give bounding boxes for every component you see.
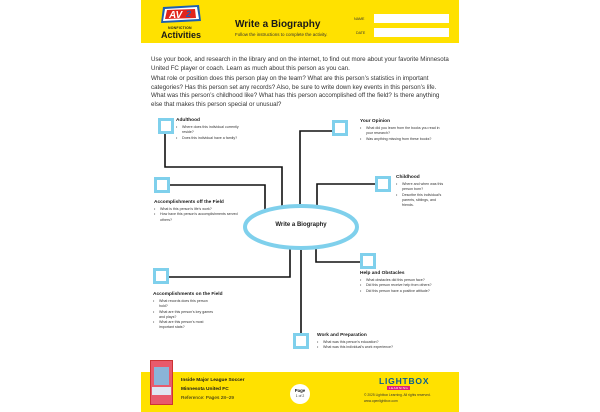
list-item: • Where does this individual currently reside? xyxy=(176,125,251,136)
page-label: Page xyxy=(294,388,306,393)
list-item: • Describe this individual’s parents, siblings, and friends. xyxy=(396,193,448,209)
worksheet-page xyxy=(141,0,459,412)
connector-help xyxy=(316,247,362,262)
lightbox-learning-tag: LEARNING xyxy=(389,386,409,390)
intro-paragraph-1: Use your book, and research in the library and on the internet, to find out more about your favorite Minnesota United FC player or coach. Learn as much about this person as you can. xyxy=(151,56,449,72)
your-opinion-title: Your Opinion xyxy=(360,119,391,124)
list-item: • Was anything missing from these books? xyxy=(360,137,440,142)
footer-reference: Reference: Pages 28–29 xyxy=(181,396,235,401)
website-link[interactable]: www.openlightbox.com xyxy=(364,399,398,403)
list-item: • What obstacles did this person face? xyxy=(360,278,450,283)
list-item: • What was this individual’s work experience? xyxy=(317,345,427,350)
svg-text:2: 2 xyxy=(186,9,192,19)
help-obstacles-list xyxy=(360,278,450,294)
footer-book-title: Minnesota United FC xyxy=(181,387,229,392)
list-item: • What did you learn from the books you read in your research? xyxy=(360,126,440,137)
acc-on-field-title: Accomplishments on the Field xyxy=(153,292,223,297)
connector-childhood xyxy=(317,184,377,209)
adulthood-list xyxy=(176,125,251,141)
page-number: 1 of 2 xyxy=(295,394,305,398)
acc-off-field-list xyxy=(154,207,239,223)
date-label: DATE xyxy=(356,31,366,35)
list-item: • Did this person receive help from others? xyxy=(360,283,450,288)
work-prep-checkbox[interactable] xyxy=(293,333,309,349)
your-opinion-list xyxy=(360,126,440,142)
list-item: • How have this person’s accomplishments served others? xyxy=(154,212,239,223)
logo-subtext: NONFICTION xyxy=(168,26,192,30)
childhood-checkbox[interactable] xyxy=(375,176,391,192)
childhood-list xyxy=(396,182,448,208)
list-item: • What are this person’s key games and plays? xyxy=(153,310,215,321)
work-prep-title: Work and Preparation xyxy=(317,333,367,338)
list-item: • What records does this person hold? xyxy=(153,299,215,310)
book-cover-image xyxy=(150,360,173,405)
page-subtitle: Follow the instructions to complete the activity. xyxy=(235,32,328,37)
adulthood-checkbox[interactable] xyxy=(158,118,174,134)
logo-activities-label: Activities xyxy=(160,30,202,40)
help-obstacles-title: Help and Obstacles xyxy=(360,271,405,276)
connector-acc-on-field xyxy=(167,247,290,277)
list-item: • What are this person’s most important stats? xyxy=(153,320,215,331)
copyright-text: © 2025 Lightbox Learning. All rights reserved. xyxy=(364,393,431,397)
acc-off-field-checkbox[interactable] xyxy=(154,177,170,193)
adulthood-title: Adulthood xyxy=(176,118,200,123)
svg-text:AV: AV xyxy=(169,10,183,21)
list-item: • What is this person’s life’s work? xyxy=(154,207,239,212)
lightbox-logo: LIGHTBOX xyxy=(379,376,430,386)
page-indicator xyxy=(290,384,310,404)
help-obstacles-checkbox[interactable] xyxy=(360,253,376,269)
list-item: • Did this person have a positive attitude? xyxy=(360,289,450,294)
page-title: Write a Biography xyxy=(235,19,321,30)
your-opinion-checkbox[interactable] xyxy=(332,120,348,136)
childhood-title: Childhood xyxy=(396,175,420,180)
acc-on-field-checkbox[interactable] xyxy=(153,268,169,284)
name-label: NAME xyxy=(354,17,365,21)
list-item: • What was this person’s education? xyxy=(317,340,427,345)
acc-on-field-list xyxy=(153,299,215,331)
list-item: • Where and when was this person born? xyxy=(396,182,448,193)
acc-off-field-title: Accomplishments off the Field xyxy=(154,200,224,205)
intro-paragraph-2: What role or position does this person play on the team? What are this person’s statistics in important categories? Has this person set any records? Also, be sure to write down key events in this person’s life. What was this person’s childhood like? What has this person accomplished off the field? Is there anything else that makes this person special or unusual? xyxy=(151,75,440,108)
footer-series: Inside Major League Soccer xyxy=(181,378,245,383)
list-item: • Does this individual have a family? xyxy=(176,136,251,141)
center-label: Write a Biography xyxy=(275,222,327,228)
work-prep-list xyxy=(317,340,427,351)
